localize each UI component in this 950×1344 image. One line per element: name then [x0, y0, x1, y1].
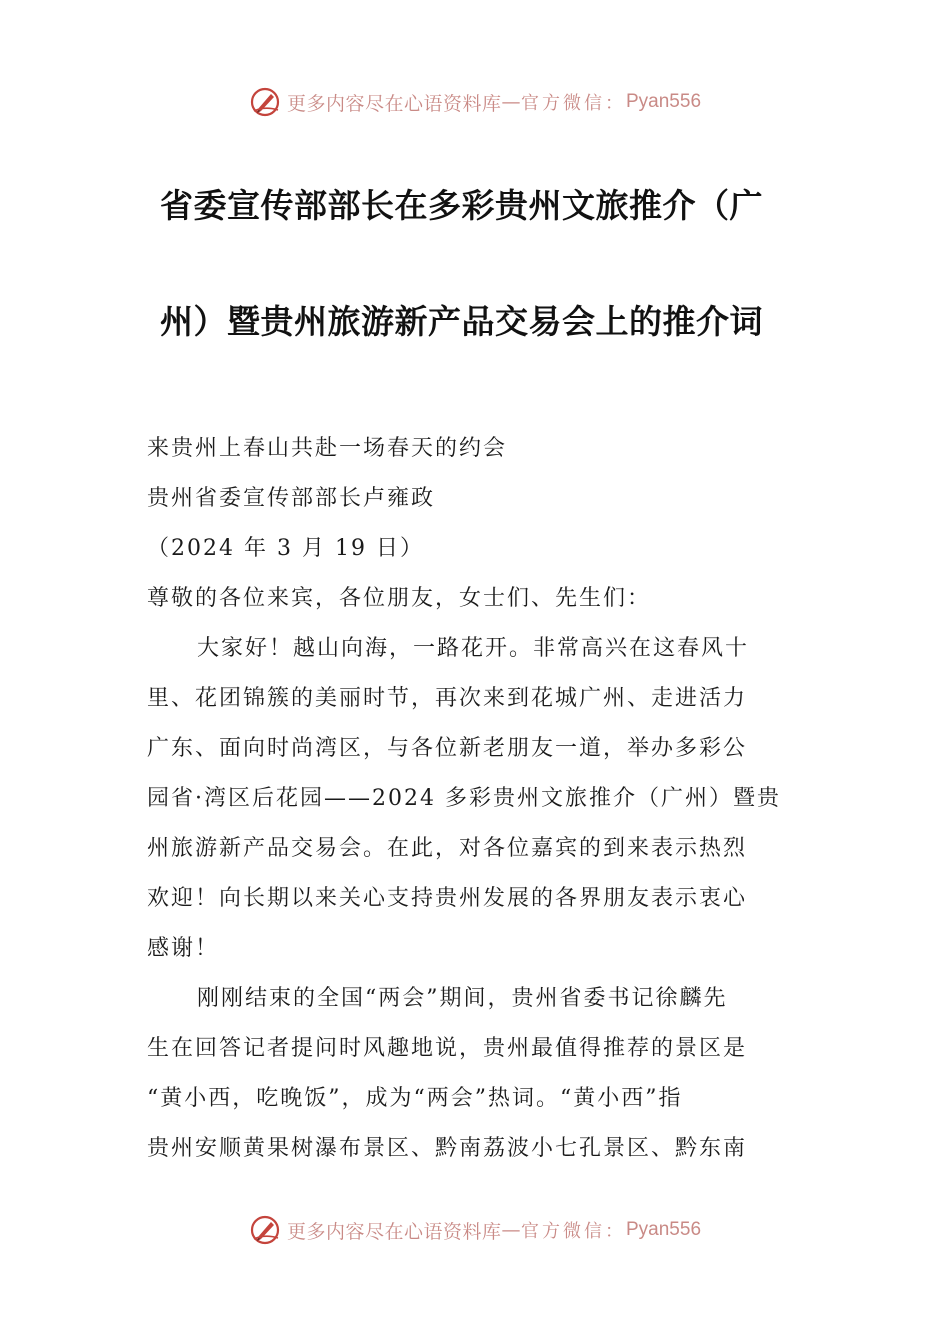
paragraph-1-line: 园省·湾区后花园——2024 多彩贵州文旅推介（广州）暨贵: [147, 786, 781, 811]
paragraph-1-line: 里、花团锦簇的美丽时节，再次来到花城广州、走进活力: [147, 686, 748, 711]
watermark-site-text: 更多内容尽在心语资料库: [286, 1220, 502, 1243]
paragraph-2-line: “黄小西，吃晚饭”，成为“两会”热词。“黄小西”指: [147, 1086, 683, 1111]
pen-book-logo-icon: [249, 85, 283, 119]
paragraph-1-line: 大家好！越山向海，一路花开。非常高兴在这春风十: [197, 636, 750, 661]
paragraph-1-line: 感谢！: [147, 936, 220, 961]
document-body: [147, 424, 807, 1174]
paragraph-1-line: 欢迎！向长期以来关心支持贵州发展的各界朋友表示衷心: [147, 886, 748, 911]
paragraph-2-line: 贵州安顺黄果树瀑布景区、黔南荔波小七孔景区、黔东南: [147, 1136, 748, 1161]
footer-watermark: [0, 1210, 950, 1250]
date-line: （2024 年 3 月 19 日）: [147, 536, 424, 561]
document-title-line-2: 州）暨贵州旅游新产品交易会上的推介词: [160, 302, 763, 341]
watermark-wechat-label: 官方微信：: [521, 1221, 626, 1242]
paragraph-1-line: 州旅游新产品交易会。在此，对各位嘉宾的到来表示热烈: [147, 836, 748, 861]
watermark-separator: —: [501, 1219, 521, 1241]
paragraph-1-line: 广东、面向时尚湾区，与各位新老朋友一道，举办多彩公: [147, 736, 748, 761]
watermark-wechat-id: Pyan556: [626, 91, 702, 112]
watermark-wechat-label: 官方微信：: [521, 93, 626, 114]
subtitle: 来贵州上春山共赴一场春天的约会: [147, 436, 508, 461]
document-title-line-1: 省委宣传部部长在多彩贵州文旅推介（广: [160, 186, 763, 225]
pen-book-logo-icon: [249, 1213, 283, 1247]
watermark-site-text: 更多内容尽在心语资料库: [286, 92, 502, 115]
paragraph-2-line: 刚刚结束的全国“两会”期间，贵州省委书记徐麟先: [197, 986, 728, 1011]
watermark-separator: —: [501, 91, 521, 113]
header-watermark: [0, 82, 950, 122]
paragraph-2-line: 生在回答记者提问时风趣地说，贵州最值得推荐的景区是: [147, 1036, 748, 1061]
salutation: 尊敬的各位来宾，各位朋友，女士们、先生们：: [147, 586, 652, 611]
author-line: 贵州省委宣传部部长卢雍政: [147, 486, 436, 511]
watermark-wechat-id: Pyan556: [626, 1219, 702, 1240]
